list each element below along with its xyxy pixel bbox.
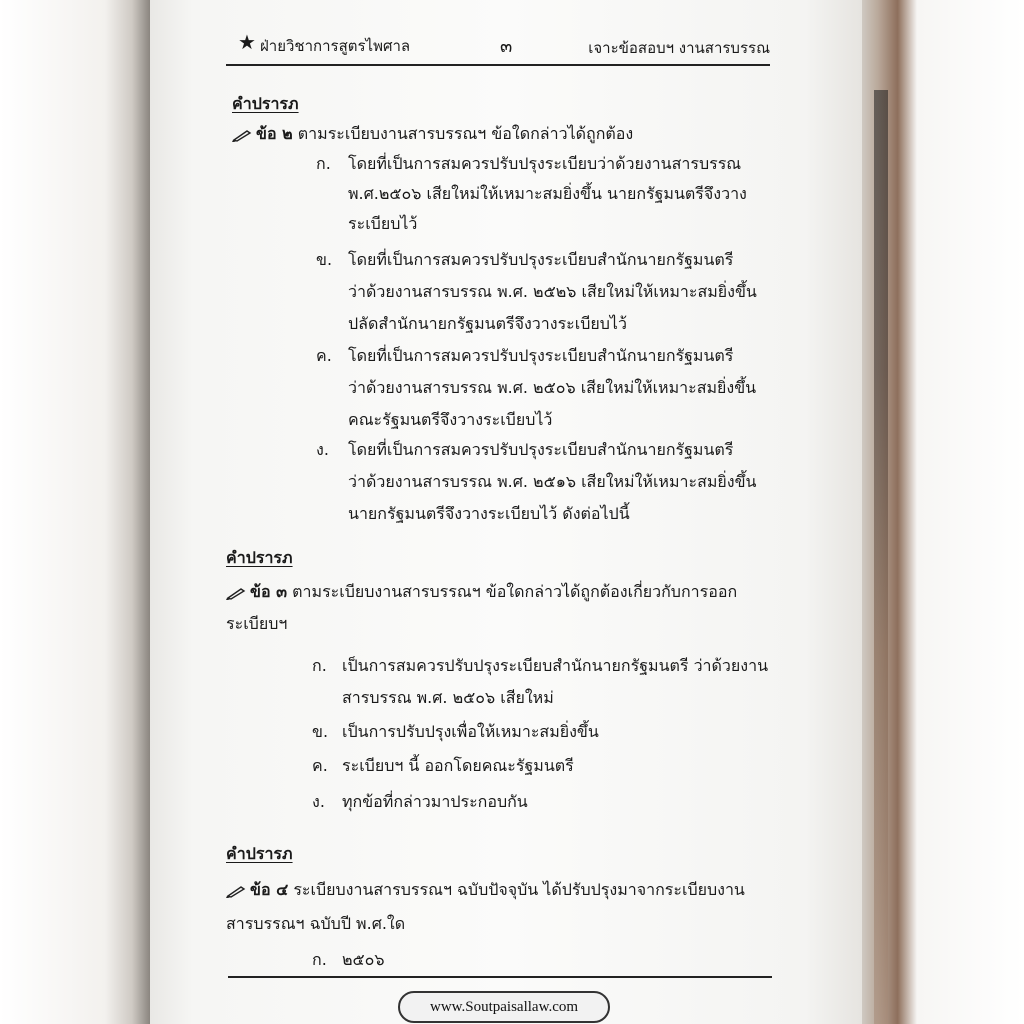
option-text: ระเบียบฯ นี้ ออกโดยคณะรัฐมนตรี	[342, 756, 574, 775]
question-text: ตามระเบียบงานสารบรรณฯ ข้อใดกล่าวได้ถูกต้องเกี่ยวกับการออก	[292, 582, 738, 601]
question-label: ข้อ ๒	[256, 124, 293, 143]
option-text: ว่าด้วยงานสารบรรณ พ.ศ. ๒๕๒๖ เสียใหม่ให้เหมาะสมยิ่งขึ้น	[348, 282, 757, 301]
option-label: ง.	[312, 792, 325, 811]
option-text: สารบรรณ พ.ศ. ๒๕๐๖ เสียใหม่	[342, 688, 554, 707]
option-label: ก.	[316, 154, 331, 173]
option-text: ทุกข้อที่กล่าวมาประกอบกัน	[342, 792, 528, 811]
section-heading: คำปรารภ	[232, 94, 299, 113]
option-label: ก.	[312, 656, 327, 675]
option-text: โดยที่เป็นการสมควรปรับปรุงระเบียบว่าด้วยงานสารบรรณ	[348, 154, 742, 173]
option-text: ระเบียบไว้	[348, 214, 418, 233]
question-2	[232, 124, 633, 144]
pencil-icon	[226, 586, 246, 600]
header-right-title: เจาะข้อสอบฯ งานสารบรรณ	[588, 39, 770, 57]
question-text: ระเบียบฯ	[226, 614, 288, 633]
section-heading: คำปรารภ	[226, 844, 293, 863]
option-text: เป็นการปรับปรุงเพื่อให้เหมาะสมยิ่งขึ้น	[342, 722, 599, 741]
option-text: ปลัดสำนักนายกรัฐมนตรีจึงวางระเบียบไว้	[348, 314, 627, 333]
page-header	[238, 30, 770, 64]
question-label: ข้อ ๔	[250, 880, 289, 899]
footer-rule	[228, 976, 772, 978]
page-number: ๓	[500, 36, 513, 57]
option-text: โดยที่เป็นการสมควรปรับปรุงระเบียบสำนักนายกรัฐมนตรี	[348, 440, 734, 459]
book-edge	[862, 0, 1024, 1024]
question-text: สารบรรณฯ ฉบับปี พ.ศ.ใด	[226, 914, 406, 933]
section-heading: คำปรารภ	[226, 548, 293, 567]
question-4	[226, 880, 745, 900]
option-label: ข.	[312, 722, 329, 741]
header-rule	[226, 64, 770, 66]
pencil-icon	[226, 884, 246, 898]
question-text: ตามระเบียบงานสารบรรณฯ ข้อใดกล่าวได้ถูกต้อง	[297, 124, 634, 143]
question-text: ระเบียบงานสารบรรณฯ ฉบับปัจจุบัน ได้ปรับปรุงมาจากระเบียบงาน	[293, 880, 745, 899]
question-label: ข้อ ๓	[250, 582, 288, 601]
option-text: พ.ศ.๒๕๐๖ เสียใหม่ให้เหมาะสมยิ่งขึ้น นายกรัฐมนตรีจึงวาง	[348, 184, 747, 203]
option-label: ก.	[312, 950, 327, 969]
option-text: เป็นการสมควรปรับปรุงระเบียบสำนักนายกรัฐมนตรี ว่าด้วยงาน	[342, 656, 769, 675]
header-left-title: ฝ่ายวิชาการสูตรไพศาล	[260, 37, 411, 55]
option-label: ค.	[316, 346, 332, 365]
option-label: ค.	[312, 756, 328, 775]
option-text: คณะรัฐมนตรีจึงวางระเบียบไว้	[348, 410, 553, 429]
option-text: ว่าด้วยงานสารบรรณ พ.ศ. ๒๕๐๖ เสียใหม่ให้เหมาะสมยิ่งขึ้น	[348, 378, 757, 397]
option-label: ง.	[316, 440, 329, 459]
option-text: โดยที่เป็นการสมควรปรับปรุงระเบียบสำนักนายกรัฐมนตรี	[348, 346, 734, 365]
option-text: โดยที่เป็นการสมควรปรับปรุงระเบียบสำนักนายกรัฐมนตรี	[348, 250, 734, 269]
option-text: ว่าด้วยงานสารบรรณ พ.ศ. ๒๕๑๖ เสียใหม่ให้เหมาะสมยิ่งขึ้น	[348, 472, 757, 491]
option-text: นายกรัฐมนตรีจึงวางระเบียบไว้ ดังต่อไปนี้	[348, 504, 630, 523]
option-text: ๒๕๐๖	[342, 950, 385, 969]
pencil-icon	[232, 128, 252, 142]
website-link[interactable]: www.Soutpaisallaw.com	[398, 991, 610, 1023]
question-3	[226, 582, 737, 602]
book-spine-shadow	[0, 0, 150, 1024]
option-label: ข.	[316, 250, 333, 269]
star-icon: ★	[238, 30, 256, 54]
